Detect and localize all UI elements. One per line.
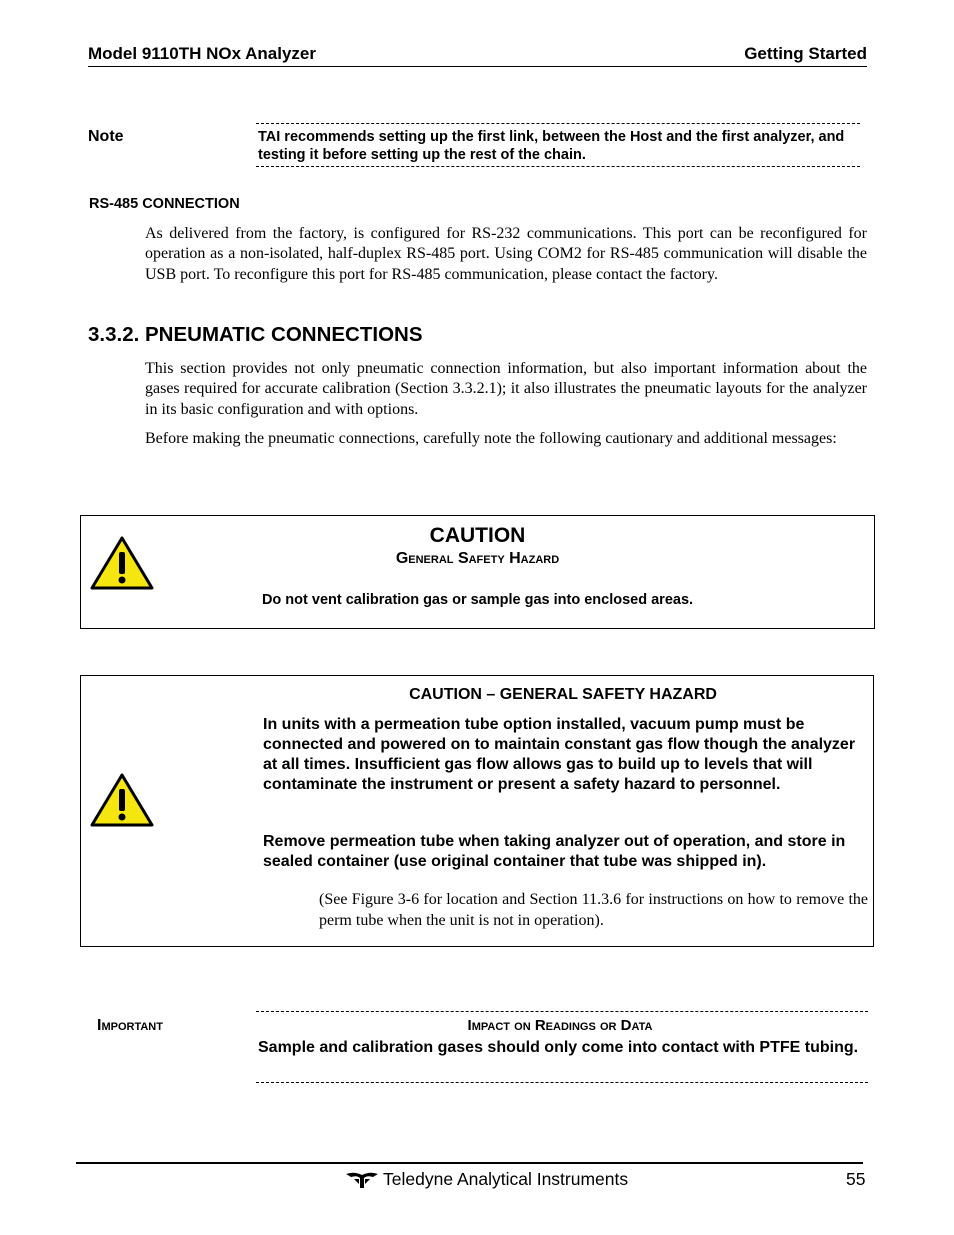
important-text: Sample and calibration gases should only come into contact with PTFE tubing. — [258, 1039, 859, 1056]
footer-rule — [76, 1162, 863, 1164]
important-top-divider — [256, 1011, 868, 1012]
pneumatic-paragraph-1: This section provides not only pneumatic connection information, but also important information about the gases required for accurate calibration (Section 3.3.2.1); it also illustrates the pneumatic layouts for the analyzer in its basic configuration and with options. — [145, 360, 867, 418]
rs485-heading: RS-485 CONNECTION — [89, 196, 240, 212]
warning-triangle-icon — [89, 772, 155, 829]
caution-title: CAUTION — [429, 524, 526, 547]
teledyne-logo-icon — [345, 1171, 379, 1189]
important-label: Important — [97, 1017, 163, 1034]
important-title: Impact on Readings or Data — [467, 1017, 653, 1034]
caution2-title: CAUTION – GENERAL SAFETY HAZARD — [409, 686, 717, 703]
rs485-paragraph: As delivered from the factory, is configured for RS-232 communications. This port can be reconfigured for operation as a non-isolated, half-duplex RS-485 port. Using COM2 for RS-485 communication will disable the USB port. To reconfigure this port for RS-485 communication, please contact the factory. — [145, 225, 867, 283]
page-header — [88, 44, 867, 67]
note-top-divider — [256, 123, 860, 124]
note-label: Note — [88, 128, 124, 145]
page-number: 55 — [846, 1169, 866, 1189]
caution-subtitle: General Safety Hazard — [395, 550, 560, 567]
caution-box-general — [80, 515, 875, 629]
important-bottom-divider — [256, 1082, 868, 1083]
section-title: 3.3.2. PNEUMATIC CONNECTIONS — [88, 323, 423, 346]
pneumatic-paragraph-2: Before making the pneumatic connections, carefully note the following cautionary and additional messages: — [145, 430, 837, 447]
caution2-paragraph-2: Remove permeation tube when taking analyzer out of operation, and store in sealed container (use original container that tube was shipped in). — [263, 833, 846, 870]
caution2-note: (See Figure 3-6 for location and Section 11.3.6 for instructions on how to remove the perm tube when the unit is not in operation). — [319, 891, 868, 929]
header-section: Getting Started — [744, 44, 867, 63]
caution-text: Do not vent calibration gas or sample gas into enclosed areas. — [261, 592, 694, 608]
note-bottom-divider — [256, 166, 860, 167]
header-title: Model 9110TH NOx Analyzer — [88, 44, 317, 63]
note-text: TAI recommends setting up the first link, between the Host and the first analyzer, and testing it before setting up the rest of the chain. — [258, 129, 845, 163]
caution2-paragraph-1: In units with a permeation tube option installed, vacuum pump must be connected and powered on to maintain constant gas flow though the analyzer at all times. Insufficient gas flow allows gas to build up to levels that will contaminate the instrument or present a safety hazard to personnel. — [263, 716, 856, 793]
footer-company: Teledyne Analytical Instruments — [383, 1169, 629, 1189]
caution-box-permeation — [80, 675, 874, 947]
